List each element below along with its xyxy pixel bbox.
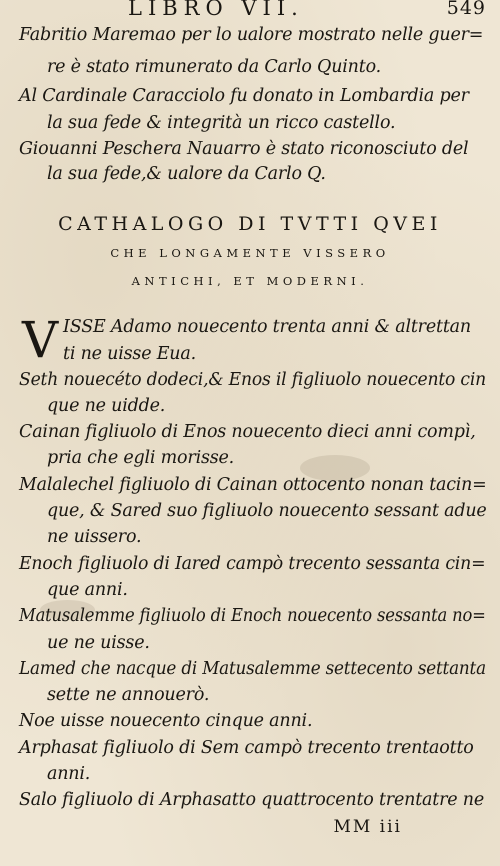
text-line: Al Cardinale Caracciolo fu donato in Lombardia per (19, 86, 469, 106)
section-title: CATHALOGO DI TVTTI QVEI (58, 213, 442, 235)
text-line: Giouanni Peschera Nauarro è stato riconosciuto del (19, 139, 469, 159)
section-subtitle: CHE LONGAMENTE VISSERO (110, 246, 390, 260)
signature-mark: MM iii (333, 817, 402, 837)
text-line: ue ne uisse. (47, 633, 150, 653)
text-line: ti ne uisse Eua. (63, 344, 196, 364)
text-line: Lamed che nacque di Matusalemme settecento settanta (19, 659, 486, 679)
text-line: que anni. (47, 580, 128, 600)
section-subtitle: ANTICHI, ET MODERNI. (131, 274, 369, 288)
text-line: pria che egli morisse. (47, 448, 235, 468)
text-line: Salo figliuolo di Arphasatto quattrocento trentatre ne (19, 790, 485, 810)
page-header (0, 0, 500, 22)
text-line: ne uissero. (47, 527, 142, 547)
text-line: ISSE Adamo nouecento trenta anni & altrettan (63, 317, 471, 337)
text-line: Noe uisse nouecento cinque anni. (19, 711, 313, 731)
text-line: que ne uidde. (47, 396, 166, 416)
text-line: la sua fede & integrità un ricco castello. (47, 113, 396, 133)
text-line: Cainan figliuolo di Enos nouecento dieci anni compì, (19, 422, 476, 442)
drop-cap: V (22, 311, 59, 369)
text-line: Arphasat figliuolo di Sem campò trecento trentaotto (19, 738, 474, 758)
text-line: Matusalemme figliuolo di Enoch nouecento sessanta no= (19, 606, 486, 626)
text-line: Malalechel figliuolo di Cainan ottocento nonan tacin= (19, 475, 487, 495)
text-line: anni. (47, 764, 91, 784)
page-number: 549 (446, 0, 486, 19)
text-line: sette ne annouerò. (47, 685, 210, 705)
running-head: LIBRO VII. (128, 0, 304, 20)
text-line: re è stato rimunerato da Carlo Quinto. (47, 57, 381, 77)
text-line: Fabritio Maremao per lo ualore mostrato nelle guer= (19, 25, 484, 45)
text-line: Seth nouecéto dodeci,& Enos il figliuolo nouecento cin (19, 370, 487, 390)
text-line: que, & Sared suo figliuolo nouecento sessant adue (47, 501, 487, 521)
text-line: la sua fede,& ualore da Carlo Q. (47, 164, 326, 184)
text-line: Enoch figliuolo di Iared campò trecento sessanta cin= (19, 554, 486, 574)
